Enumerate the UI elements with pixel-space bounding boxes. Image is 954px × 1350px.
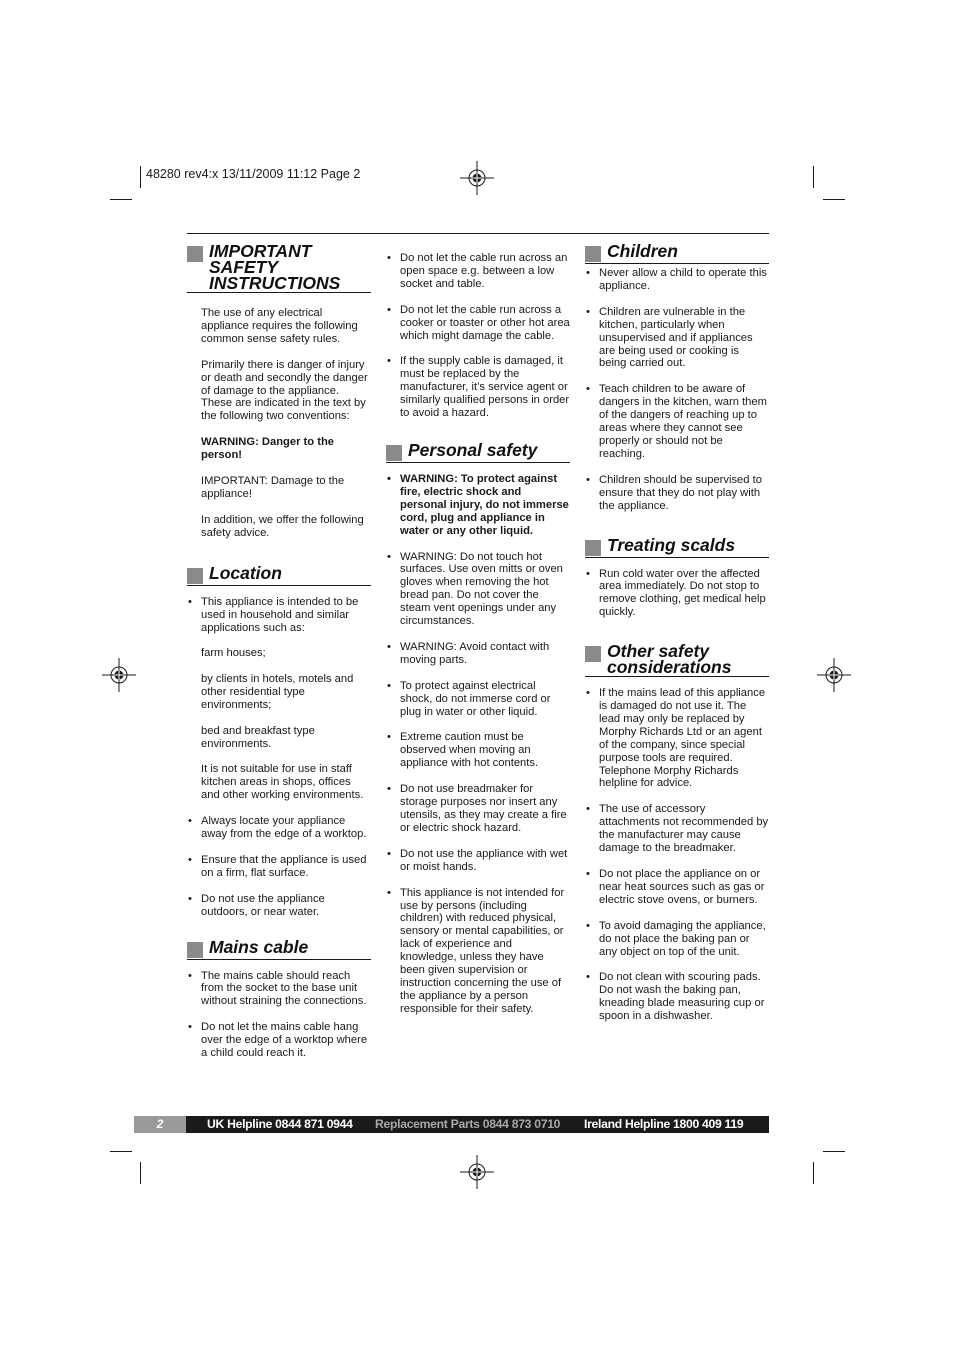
section-personal-safety bbox=[386, 439, 570, 1016]
bullet-list bbox=[585, 687, 769, 1023]
list-item: • Children are vulnerable in the kitchen, particularly when unsupervised and if appliances are being used or cooking is being carried out. bbox=[585, 306, 769, 371]
heading-text: Mains cable bbox=[209, 936, 309, 957]
list-item: • Do not let the mains cable hang over the edge of a worktop where a child could reach it. bbox=[187, 1021, 371, 1060]
list-item: • If the supply cable is damaged, it must be replaced by the manufacturer, it’s service agent or similarly qualified persons in order to avoid a hazard. bbox=[386, 355, 570, 420]
heading-square-icon bbox=[585, 246, 601, 262]
crop-mark bbox=[140, 166, 141, 188]
section-heading-children bbox=[585, 243, 769, 264]
registration-mark-icon bbox=[817, 658, 851, 692]
crop-mark bbox=[813, 1162, 814, 1184]
heading-square-icon bbox=[585, 646, 601, 662]
list-item: • Extreme caution must be observed when moving an appliance with hot contents. bbox=[386, 731, 570, 770]
heading-square-icon bbox=[187, 568, 203, 584]
bullet-list bbox=[187, 596, 371, 919]
section-heading-location bbox=[187, 562, 371, 586]
list-item: • Do not let the cable run across an open space e.g. between a low socket and table. bbox=[386, 252, 570, 291]
footer-helpline-bar bbox=[134, 1116, 769, 1133]
crop-mark bbox=[823, 199, 845, 200]
paragraph: Primarily there is danger of injury or death and secondly the danger of damage to the appliance. These are indicated in the text by the following two conventions: bbox=[201, 358, 368, 423]
uk-helpline: UK Helpline 0844 871 0944 bbox=[207, 1117, 353, 1131]
list-item: • To protect against electrical shock, do not immerse cord or plug in water or other liquid. bbox=[386, 680, 570, 719]
list-item: • Run cold water over the affected area immediately. Do not stop to remove clothing, get medical help quickly. bbox=[585, 568, 769, 620]
column-right bbox=[585, 243, 769, 1036]
list-item: • Ensure that the appliance is used on a firm, flat surface. bbox=[187, 854, 371, 880]
list-item: • This appliance is intended to be used in household and similar applications such as: farm houses; by clients in hotels, motels and other residential type environments; bed and breakfast type environments. It is not suitable for use in staff kitchen areas in shops, offices and other working environments. bbox=[187, 596, 371, 802]
list-item: • WARNING: Avoid contact with moving parts. bbox=[386, 641, 570, 667]
page-number: 2 bbox=[134, 1116, 186, 1133]
list-item: • WARNING: Do not touch hot surfaces. Use oven mitts or oven gloves when removing the hot bread pan. Do not cover the steam vent openings under any circumstances. bbox=[386, 551, 570, 628]
heading-text: Children bbox=[607, 241, 678, 261]
registration-mark-icon bbox=[460, 1155, 494, 1189]
column-middle bbox=[386, 252, 570, 1029]
ireland-helpline: Ireland Helpline 1800 409 119 bbox=[584, 1117, 744, 1131]
replacement-parts-helpline: Replacement Parts 0844 873 0710 bbox=[375, 1117, 561, 1131]
bullet-list bbox=[187, 970, 371, 1060]
heading-text: Treating scalds bbox=[607, 534, 736, 555]
list-item: • This appliance is not intended for use by persons (including children) with reduced physical, sensory or mental capabilities, or lack of experience and knowledge, unless they have been given supervision or instruction concerning the use of the appliance by a person responsible for their safety. bbox=[386, 887, 570, 1016]
crop-mark bbox=[110, 199, 132, 200]
important-convention: IMPORTANT: Damage to the appliance! bbox=[201, 475, 345, 500]
list-item: • Do not place the appliance on or near heat sources such as gas or electric stove ovens, or burners. bbox=[585, 868, 769, 907]
heading-text: Location bbox=[209, 562, 282, 583]
heading-square-icon bbox=[386, 445, 402, 461]
section-heading-treating-scalds bbox=[585, 534, 769, 558]
list-item: • The mains cable should reach from the socket to the base unit without straining the connections. bbox=[187, 970, 371, 1009]
list-item: • Do not use breadmaker for storage purposes nor insert any utensils, as they may create a fire or electric shock hazard. bbox=[386, 783, 570, 835]
list-item: • Do not use the appliance outdoors, or near water. bbox=[187, 893, 371, 919]
section-heading-mains-cable bbox=[187, 936, 371, 960]
list-item: • WARNING: To protect against fire, electric shock and personal injury, do not immerse cord, plug and appliance in water or any other liquid. bbox=[386, 473, 570, 538]
section-mains-cable bbox=[187, 936, 371, 1060]
list-item: • Do not use the appliance with wet or moist hands. bbox=[386, 848, 570, 874]
heading-square-icon bbox=[585, 540, 601, 556]
heading-text: Personal safety bbox=[408, 439, 538, 460]
list-item: • Do not let the cable run across a cooker or toaster or other hot area which might damage the cable. bbox=[386, 304, 570, 343]
list-item: • Do not clean with scouring pads. Do not wash the baking pan, kneading blade measuring cup or spoon in a dishwasher. bbox=[585, 971, 769, 1023]
registration-mark-icon bbox=[102, 658, 136, 692]
top-rule bbox=[187, 233, 769, 234]
print-slug: 48280 rev4:x 13/11/2009 11:12 Page 2 bbox=[146, 167, 361, 181]
section-location bbox=[187, 562, 371, 919]
list-item: • Teach children to be aware of dangers in the kitchen, warn them of the dangers of reaching up to areas where they cannot see properly or should not be reaching. bbox=[585, 383, 769, 460]
section-heading-other-safety bbox=[585, 643, 769, 677]
list-item: • Never allow a child to operate this appliance. bbox=[585, 267, 769, 293]
heading-square-icon bbox=[187, 942, 203, 958]
bullet-list bbox=[585, 568, 769, 620]
crop-mark bbox=[140, 1162, 141, 1184]
warning-convention: WARNING: Danger to the person! bbox=[201, 436, 335, 462]
paragraph: The use of any electrical appliance requires the following common sense safety rules. bbox=[201, 307, 358, 345]
list-item: • To avoid damaging the appliance, do not place the baking pan or any object on top of the unit. bbox=[585, 920, 769, 959]
heading-square-icon bbox=[187, 246, 203, 262]
crop-mark bbox=[110, 1151, 132, 1152]
list-item: • If the mains lead of this appliance is damaged do not use it. The lead may only be replaced by Morphy Richards Ltd or an agent of the company, since special purpose tools are required. Telephone Morphy Richards helpline for advice. bbox=[585, 687, 769, 790]
section-other-safety bbox=[585, 643, 769, 1023]
list-item: • The use of accessory attachments not recommended by the manufacturer may cause damage to the breadmaker. bbox=[585, 803, 769, 855]
list-item: • Always locate your appliance away from the edge of a worktop. bbox=[187, 815, 371, 841]
bullet-list bbox=[585, 267, 769, 513]
crop-mark bbox=[813, 166, 814, 188]
heading-text: IMPORTANT SAFETY INSTRUCTIONS bbox=[209, 241, 341, 293]
bullet-list bbox=[386, 252, 570, 420]
paragraph: In addition, we offer the following safety advice. bbox=[201, 513, 364, 539]
column-left bbox=[187, 243, 371, 1073]
heading-text: Other safety considerations bbox=[607, 641, 732, 678]
bullet-list bbox=[386, 473, 570, 1016]
section-heading-personal-safety bbox=[386, 439, 570, 463]
crop-mark bbox=[823, 1151, 845, 1152]
section-treating-scalds bbox=[585, 534, 769, 620]
section-heading-important bbox=[187, 243, 371, 293]
list-item: • Children should be supervised to ensure that they do not play with the appliance. bbox=[585, 474, 769, 513]
registration-mark-icon bbox=[460, 161, 494, 195]
